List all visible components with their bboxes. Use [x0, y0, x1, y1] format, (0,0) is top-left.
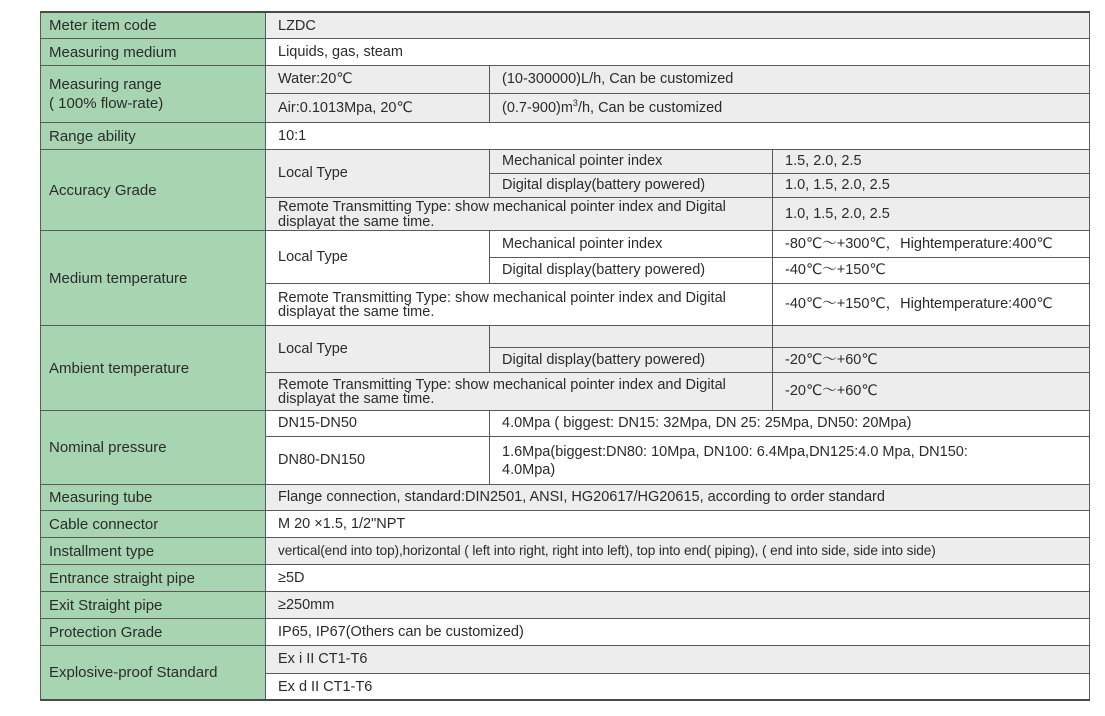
- medium-digital-value: -40℃～+150℃: [773, 257, 1090, 283]
- label-cable-connector: Cable connector: [41, 510, 266, 537]
- ambient-remote-name: Remote Transmitting Type: show mechanical pointer index and Digital displayat the same time.: [266, 372, 773, 410]
- value-explosive-proof-1: Ex i II CT1-T6: [266, 645, 1090, 673]
- row-range-ability: [41, 122, 1090, 149]
- row-entrance-straight-pipe: [41, 564, 1090, 591]
- row-ambient-blank: [41, 325, 1090, 347]
- value-explosive-proof-2: Ex d II CT1-T6: [266, 673, 1090, 700]
- row-exit-straight-pipe: [41, 591, 1090, 618]
- label-measuring-range: [41, 65, 266, 122]
- pressure-dn15-size: DN15-DN50: [266, 410, 490, 436]
- row-accuracy-mechanical: [41, 149, 1090, 173]
- row-cable-connector: [41, 510, 1090, 537]
- ambient-remote-value: -20℃～+60℃: [773, 372, 1090, 410]
- medium-digital-name: Digital display(battery powered): [490, 257, 773, 283]
- ambient-blank-value: [773, 325, 1090, 347]
- value-measuring-medium: Liquids, gas, steam: [266, 38, 1090, 65]
- accuracy-mechanical-value: 1.5, 2.0, 2.5: [773, 149, 1090, 173]
- row-protection-grade: [41, 618, 1090, 645]
- condition-air: Air:0.1013Mpa, 20℃: [266, 93, 490, 122]
- medium-remote-value: -40℃～+150℃，Hightemperature:400℃: [773, 283, 1090, 325]
- air-range-sup: 3: [572, 98, 578, 109]
- label-measuring-medium: Measuring medium: [41, 38, 266, 65]
- value-measuring-tube: Flange connection, standard:DIN2501, ANSI, HG20617/HG20615, according to order standard: [266, 484, 1090, 510]
- pressure-dn80-value: 1.6Mpa(biggest:DN80: 10Mpa, DN100: 6.4Mpa,DN125:4.0 Mpa, DN150: 4.0Mpa): [490, 436, 1090, 484]
- accuracy-mechanical-name: Mechanical pointer index: [490, 149, 773, 173]
- medium-remote-name: Remote Transmitting Type: show mechanical pointer index and Digital displayat the same time.: [266, 283, 773, 325]
- spec-table: [40, 11, 1090, 701]
- label-measuring-range-line1: Measuring range: [49, 75, 162, 93]
- value-meter-item-code: LZDC: [266, 12, 1090, 38]
- value-air-range: [490, 93, 1090, 122]
- value-installment-type: vertical(end into top),horizontal ( left into right, right into left), top into end( piping), ( end into side, side into side): [266, 537, 1090, 564]
- pressure-dn80-size: DN80-DN150: [266, 436, 490, 484]
- label-protection-grade: Protection Grade: [41, 618, 266, 645]
- label-range-ability: Range ability: [41, 122, 266, 149]
- air-range-post: /h, Can be customized: [577, 99, 723, 116]
- row-meter-item-code: [41, 12, 1090, 38]
- value-water-range: (10-300000)L/h, Can be customized: [490, 65, 1090, 93]
- label-measuring-range-line2: ( 100% flow-rate): [49, 94, 164, 112]
- row-measuring-medium: [41, 38, 1090, 65]
- accuracy-remote-name: Remote Transmitting Type: show mechanical pointer index and Digital displayat the same time.: [266, 197, 773, 230]
- label-ambient-temperature: Ambient temperature: [41, 325, 266, 410]
- label-installment-type: Installment type: [41, 537, 266, 564]
- ambient-blank-name: [490, 325, 773, 347]
- label-nominal-pressure: Nominal pressure: [41, 410, 266, 484]
- row-installment-type: [41, 537, 1090, 564]
- label-measuring-tube: Measuring tube: [41, 484, 266, 510]
- ambient-digital-name: Digital display(battery powered): [490, 347, 773, 372]
- value-entrance-straight-pipe: ≥5D: [266, 564, 1090, 591]
- value-cable-connector: M 20 ×1.5, 1/2"NPT: [266, 510, 1090, 537]
- row-measuring-range-water: [41, 65, 1090, 93]
- value-protection-grade: IP65, IP67(Others can be customized): [266, 618, 1090, 645]
- value-range-ability: 10:1: [266, 122, 1090, 149]
- medium-local-type: Local Type: [266, 230, 490, 283]
- medium-mechanical-value: -80℃～+300℃，Hightemperature:400℃: [773, 230, 1090, 257]
- label-exit-straight-pipe: Exit Straight pipe: [41, 591, 266, 618]
- label-accuracy-grade: Accuracy Grade: [41, 149, 266, 230]
- accuracy-remote-value: 1.0, 1.5, 2.0, 2.5: [773, 197, 1090, 230]
- row-medium-mechanical: [41, 230, 1090, 257]
- label-meter-item-code: Meter item code: [41, 12, 266, 38]
- accuracy-digital-value: 1.0, 1.5, 2.0, 2.5: [773, 173, 1090, 197]
- accuracy-local-type: Local Type: [266, 149, 490, 197]
- ambient-digital-value: -20℃～+60℃: [773, 347, 1090, 372]
- row-measuring-tube: [41, 484, 1090, 510]
- pressure-dn15-value: 4.0Mpa ( biggest: DN15: 32Mpa, DN 25: 25Mpa, DN50: 20Mpa): [490, 410, 1090, 436]
- air-range-pre: (0.7-900)m: [502, 99, 573, 116]
- accuracy-digital-name: Digital display(battery powered): [490, 173, 773, 197]
- condition-water: Water:20℃: [266, 65, 490, 93]
- row-explosive-proof-1: [41, 645, 1090, 673]
- row-pressure-dn15: [41, 410, 1090, 436]
- medium-mechanical-name: Mechanical pointer index: [490, 230, 773, 257]
- value-exit-straight-pipe: ≥250mm: [266, 591, 1090, 618]
- label-explosive-proof: Explosive-proof Standard: [41, 645, 266, 700]
- label-entrance-straight-pipe: Entrance straight pipe: [41, 564, 266, 591]
- ambient-local-type: Local Type: [266, 325, 490, 372]
- label-medium-temperature: Medium temperature: [41, 230, 266, 325]
